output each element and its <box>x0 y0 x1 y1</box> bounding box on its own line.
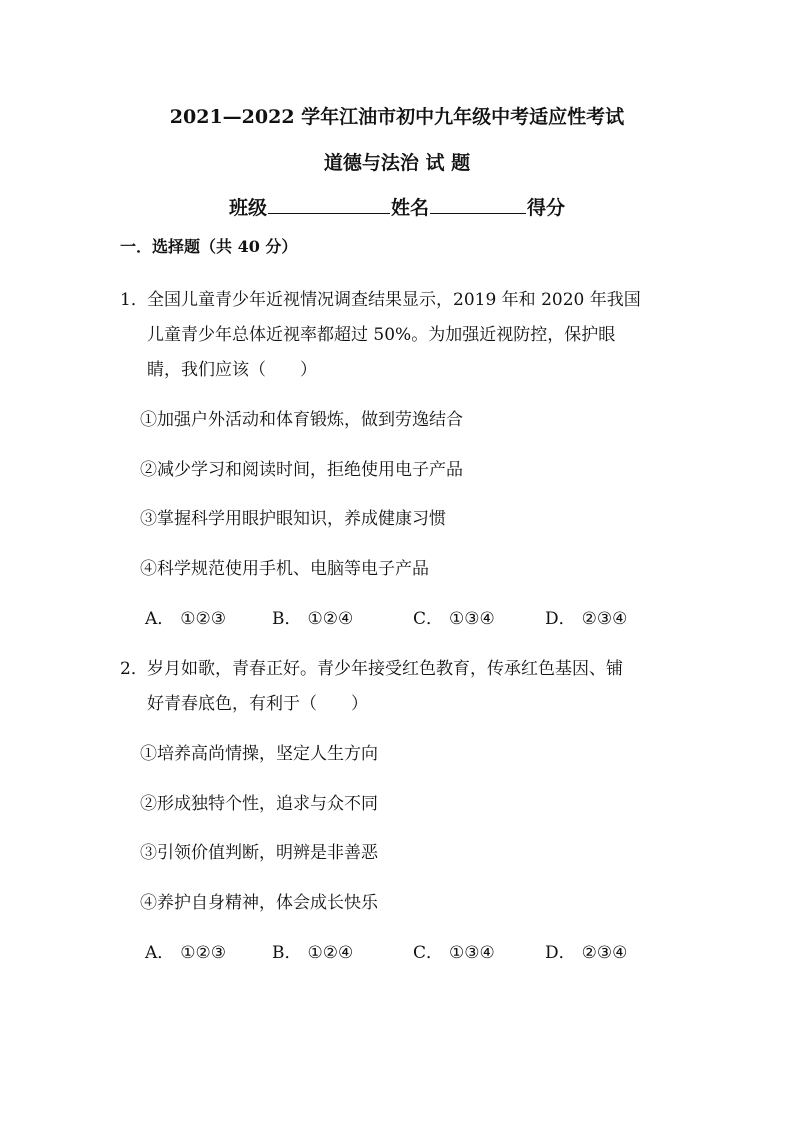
option-statement: ①培养高尚情操，坚定人生方向 <box>140 744 378 764</box>
name-blank <box>430 197 526 214</box>
choice-letter: D． <box>545 609 576 629</box>
section-title: 一．选择题（共 40 分） <box>120 237 298 256</box>
question-text: 好青春底色，有利于（ ） <box>147 694 368 714</box>
choice-value: ①③④ <box>449 943 495 963</box>
choice-letter: A． <box>145 943 175 963</box>
question-line <box>120 285 641 310</box>
option-statement: ③掌握科学用眼护眼知识，养成健康习惯 <box>140 509 446 529</box>
choice-letter: B． <box>272 609 302 629</box>
choice-value: ①③④ <box>449 609 495 629</box>
choice-d[interactable] <box>545 938 627 963</box>
choice-value: ①②③ <box>180 943 227 963</box>
score-label: 得分 <box>527 197 566 219</box>
option-statement: ③引领价值判断，明辨是非善恶 <box>140 843 378 863</box>
choice-value: ①②④ <box>307 943 354 963</box>
question-text: 睛，我们应该（ ） <box>147 360 317 380</box>
option-statement: ②形成独特个性，追求与众不同 <box>140 794 378 814</box>
option-statement: ①加强户外活动和体育锻炼，做到劳逸结合 <box>140 410 463 430</box>
class-blank <box>268 197 390 214</box>
choice-a[interactable] <box>145 604 226 629</box>
option-statement: ④养护自身精神，体会成长快乐 <box>140 893 378 913</box>
choice-a[interactable] <box>145 938 226 963</box>
exam-subject: 道德与法治 试 题 <box>323 152 471 174</box>
option-statement: ②减少学习和阅读时间，拒绝使用电子产品 <box>140 460 463 480</box>
exam-title: 2021—2022 学年江油市初中九年级中考适应性考试 <box>169 106 625 128</box>
question-text: 岁月如歌，青春正好。青少年接受红色教育，传承红色基因、铺 <box>147 659 623 679</box>
question-text: 全国儿童青少年近视情况调查结果显示，2019 年和 2020 年我国 <box>147 290 641 310</box>
choice-letter: C． <box>413 943 444 963</box>
question-text: 儿童青少年总体近视率都超过 50%。为加强近视防控，保护眼 <box>147 325 616 345</box>
student-info-line <box>0 193 794 220</box>
choice-letter: D． <box>545 943 576 963</box>
choice-value: ①②③ <box>180 609 227 629</box>
choice-letter: A． <box>145 609 175 629</box>
choice-c[interactable] <box>413 604 495 629</box>
choice-letter: C． <box>413 609 444 629</box>
choice-value: ②③④ <box>581 609 628 629</box>
class-label: 班级 <box>228 197 267 219</box>
name-label: 姓名 <box>390 197 429 219</box>
choice-letter: B． <box>272 943 302 963</box>
option-statement: ④科学规范使用手机、电脑等电子产品 <box>140 559 429 579</box>
choice-b[interactable] <box>272 938 353 963</box>
question-line <box>120 654 623 679</box>
question-number: 2． <box>120 659 148 679</box>
question-number: 1． <box>120 290 148 310</box>
choice-value: ①②④ <box>307 609 354 629</box>
choice-b[interactable] <box>272 604 353 629</box>
choice-c[interactable] <box>413 938 495 963</box>
choice-value: ②③④ <box>581 943 628 963</box>
choice-d[interactable] <box>545 604 627 629</box>
